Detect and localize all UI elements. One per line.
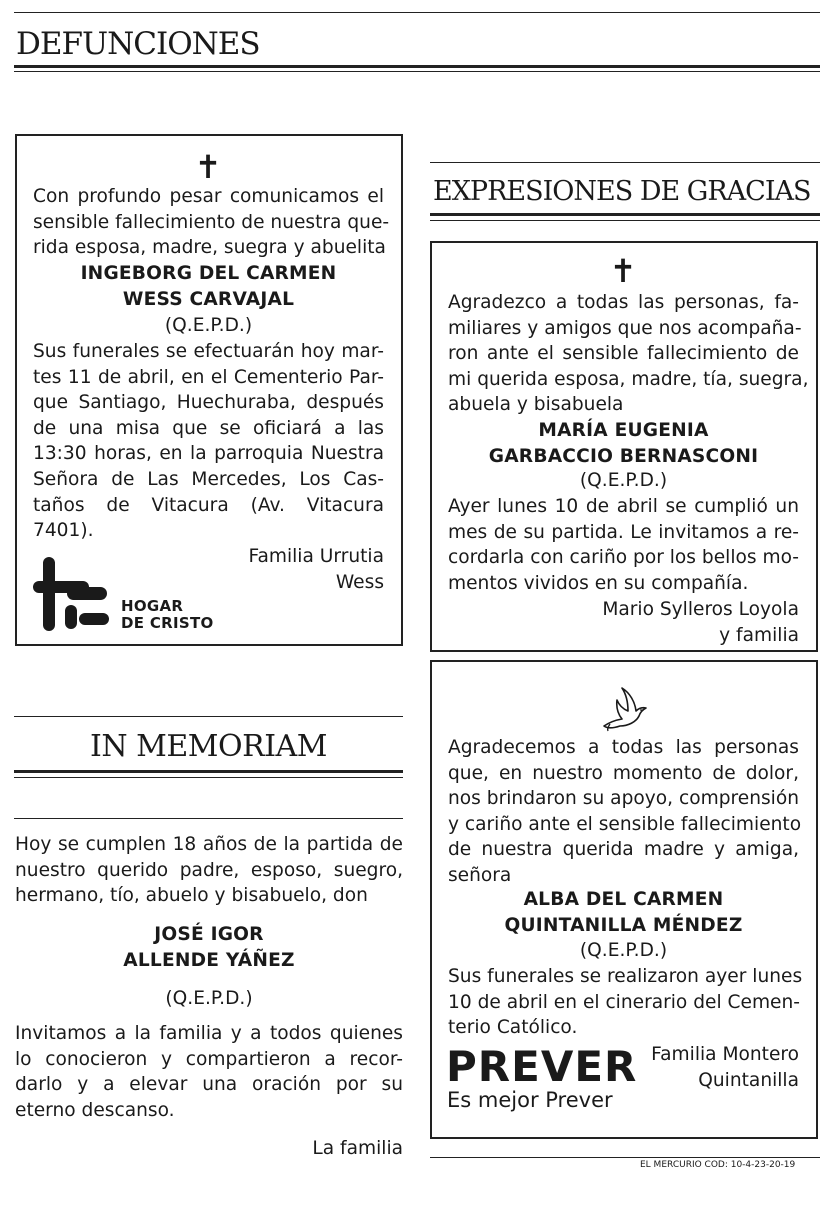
obituary-signature: Familia Urrutia Wess [248,546,384,593]
gracias-notice-1-signature: Mario Sylleros Loyola y familia [602,599,799,646]
obituary-qepd: (Q.E.P.D.) [164,315,253,336]
obituary-name: INGEBORG DEL CARMEN WESS CARVAJAL [80,263,337,310]
gracias-rule-thin [430,220,820,221]
dove-icon [600,686,648,732]
obituary-body: Sus funerales se efectuarán hoy mar- tes 11 de abril, en el Cementerio Par- que Santiago, Huechuraba, después de una misa que se oficiará a las 13:30 horas, en la parroquia Nuestra Señora de Las Mercedes, Los Cas- taños de Vitacura (Av. Vitacura 7401). [33,341,384,542]
cross-icon: ✝ [194,148,222,186]
header-rule-thick [14,65,820,68]
prever-logo: PREVER [446,1042,638,1091]
memoriam-qepd: (Q.E.P.D.) [165,988,253,1009]
gracias-rule-thick [430,213,820,216]
hogar-de-cristo-logo-text: HOGAR DE CRISTO [121,597,214,632]
footer-code: EL MERCURIO COD: 10-4-23-20-19 [640,1160,796,1167]
memoriam-rule-thick [14,770,403,773]
memoriam-body: Invitamos a la familia y a todos quienes lo conocieron y compartieron a recor- darlo y a elevar una oración por su eterno descanso. [15,1023,403,1121]
gracias-notice-1-body: Ayer lunes 10 de abril se cumplió un mes de su partida. Le invitamos a re- cordarla con cariño por los bellos mo- mentos vividos en su compañía. [448,496,799,594]
gracias-notice-2-signature: Familia Montero Quintanilla [651,1044,799,1091]
gracias-rule-top [430,162,820,163]
gracias-notice-2-name: ALBA DEL CARMEN QUINTANILLA MÉNDEZ [504,889,743,936]
top-rule [14,12,820,13]
gracias-notice-2-qepd: (Q.E.P.D.) [579,940,668,961]
hogar-de-cristo-logo-icon [33,557,113,631]
footer-rule [430,1157,820,1158]
gracias-notice-1-qepd: (Q.E.P.D.) [579,470,668,491]
memoriam-name: JOSÉ IGOR ALLENDE YÁÑEZ [123,924,295,971]
gracias-notice-2-intro: Agradecemos a todas las personas que, en nuestro momento de dolor, nos brindaron su apoyo, comprensión y cariño ante el sensible fallecimiento de nuestra querida madre y amiga, señora [448,737,802,886]
prever-tagline: Es mejor Prever [447,1088,613,1112]
page-title: DEFUNCIONES [16,26,260,62]
gracias-notice-2-body: Sus funerales se realizaron ayer lunes 10 de abril en el cinerario del Cemen- terio Católico. [448,966,803,1039]
header-rule-thin [14,71,820,72]
obituary-intro: Con profundo pesar comunicamos el sensible fallecimiento de nuestra que- rida esposa, madre, suegra y abuelita [33,186,390,259]
memoriam-rule-top [14,716,403,717]
memoriam-rule-thin [14,777,403,778]
gracias-notice-1-intro: Agradezco a todas las personas, fa- miliares y amigos que nos acompaña- ron ante el sensible fallecimiento de mi querida esposa, madre, tía, suegra, abuela y bisabuela [448,292,809,416]
gracias-notice-1-name: MARÍA EUGENIA GARBACCIO BERNASCONI [488,420,759,467]
cross-icon: ✝ [609,252,637,290]
memoriam-signature: La familia [312,1138,403,1159]
memoriam-intro: Hoy se cumplen 18 años de la partida de nuestro querido padre, esposo, suegro, hermano, tío, abuelo y bisabuelo, don [15,834,403,907]
gracias-title: EXPRESIONES DE GRACIAS [433,176,811,207]
memoriam-rule-sep [14,818,403,819]
memoriam-title: IN MEMORIAM [90,729,327,764]
